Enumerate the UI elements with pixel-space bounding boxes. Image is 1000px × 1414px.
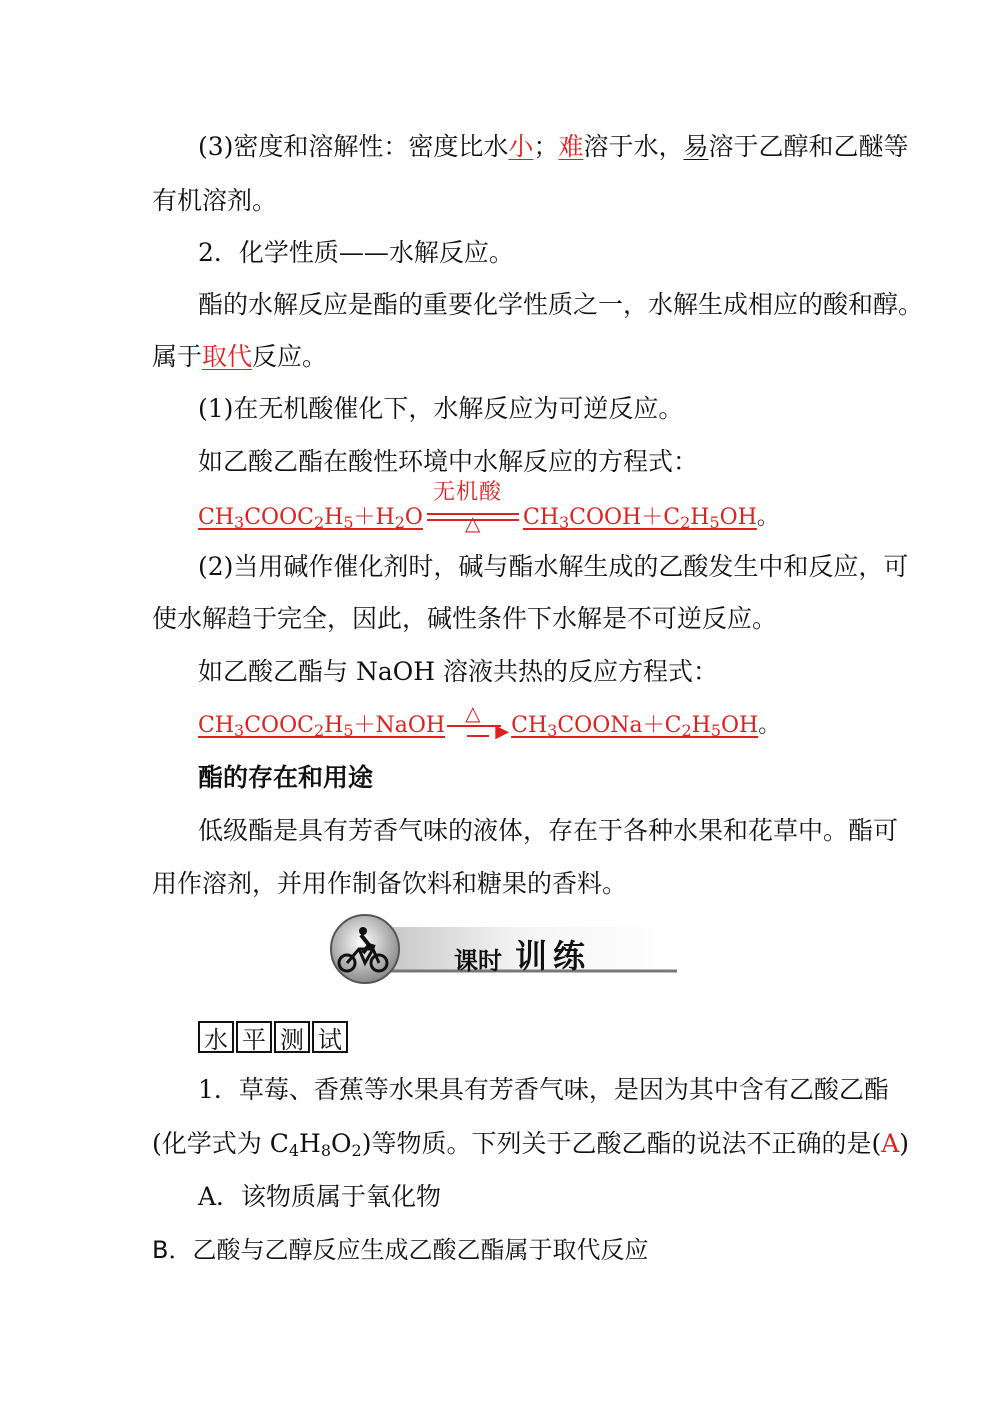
para-base-example: 如乙酸乙酯与 NaOH 溶液共热的反应方程式： xyxy=(198,657,718,686)
option-a: A．该物质属于氧化物 xyxy=(198,1182,442,1211)
para-density: (3)密度和溶解性：密度比水小；难溶于水，易溶于乙醇和乙醚等 xyxy=(198,132,909,161)
option-b: B．乙酸与乙醇反应生成乙酸乙酯属于取代反应 xyxy=(152,1236,649,1264)
arrowhead-icon: ▶ xyxy=(495,721,510,742)
para-substitution: 属于取代反应。 xyxy=(152,342,328,371)
answer-easy: 易 xyxy=(683,132,709,161)
answer-substitution: 取代 xyxy=(202,342,253,371)
para-hydrolysis: 酯的水解反应是酯的重要化学性质之一，水解生成相应的酸和醇。 xyxy=(198,290,924,319)
answer-letter: A xyxy=(881,1129,900,1158)
box-char: 测 xyxy=(274,1021,310,1053)
question-1-line-1: 1．草莓、香蕉等水果具有芳香气味，是因为其中含有乙酸乙酯 xyxy=(198,1075,889,1104)
equation-base-hydrolysis: $CH_3COOC_2H_5+NaOH$ △ ▶ $CH_3COONa+C_2H_5OH$。 xyxy=(198,710,780,742)
para-density-cont: 有机溶剂。 xyxy=(152,186,278,215)
condition-inorganic-acid: 无机酸 xyxy=(432,480,502,505)
answer-hard: 难 xyxy=(558,132,584,161)
box-char: 试 xyxy=(312,1021,348,1053)
para-base-catalysis: (2)当用碱作催化剂时，碱与酯水解生成的乙酸发生中和反应，可 xyxy=(198,552,909,581)
heat-symbol: △ xyxy=(464,511,481,535)
banner-graphic xyxy=(317,913,687,985)
level-test-label xyxy=(198,1021,348,1053)
irreversible-arrow xyxy=(447,701,510,742)
answer-small: 小 xyxy=(508,132,534,161)
box-char: 平 xyxy=(236,1021,272,1053)
para-base-catalysis-cont: 使水解趋于完全，因此，碱性条件下水解是不可逆反应。 xyxy=(152,604,778,633)
banner-title-1: 课时 xyxy=(454,947,502,975)
para-acid-catalysis: (1)在无机酸催化下，水解反应为可逆反应。 xyxy=(198,394,684,423)
heading-ester-uses: 酯的存在和用途 xyxy=(198,763,374,792)
para-ester-uses-cont: 用作溶剂，并用作制备饮料和糖果的香料。 xyxy=(152,869,628,898)
para-ester-uses: 低级酯是具有芳香气味的液体，存在于各种水果和花草中。酯可 xyxy=(198,816,899,845)
heat-symbol: △ xyxy=(465,701,481,725)
lesson-practice-banner xyxy=(317,913,687,985)
question-1-line-2: (化学式为 $C_4H_8O_2$)等物质。下列关于乙酸乙酯的说法不正确的是(A) xyxy=(152,1129,910,1160)
box-char: 水 xyxy=(198,1021,234,1053)
heading-chemical-property: 2．化学性质——水解反应。 xyxy=(198,238,514,267)
banner-title-2: 训练 xyxy=(515,937,592,975)
equation-acid-hydrolysis: $CH_3COOC_2H_5+H_2O$ 无机酸 △ $CH_3COOH+C_2H_5OH$。 xyxy=(198,502,779,534)
para-acid-example: 如乙酸乙酯在酸性环境中水解反应的方程式： xyxy=(198,447,699,476)
reversible-arrow xyxy=(427,480,519,535)
